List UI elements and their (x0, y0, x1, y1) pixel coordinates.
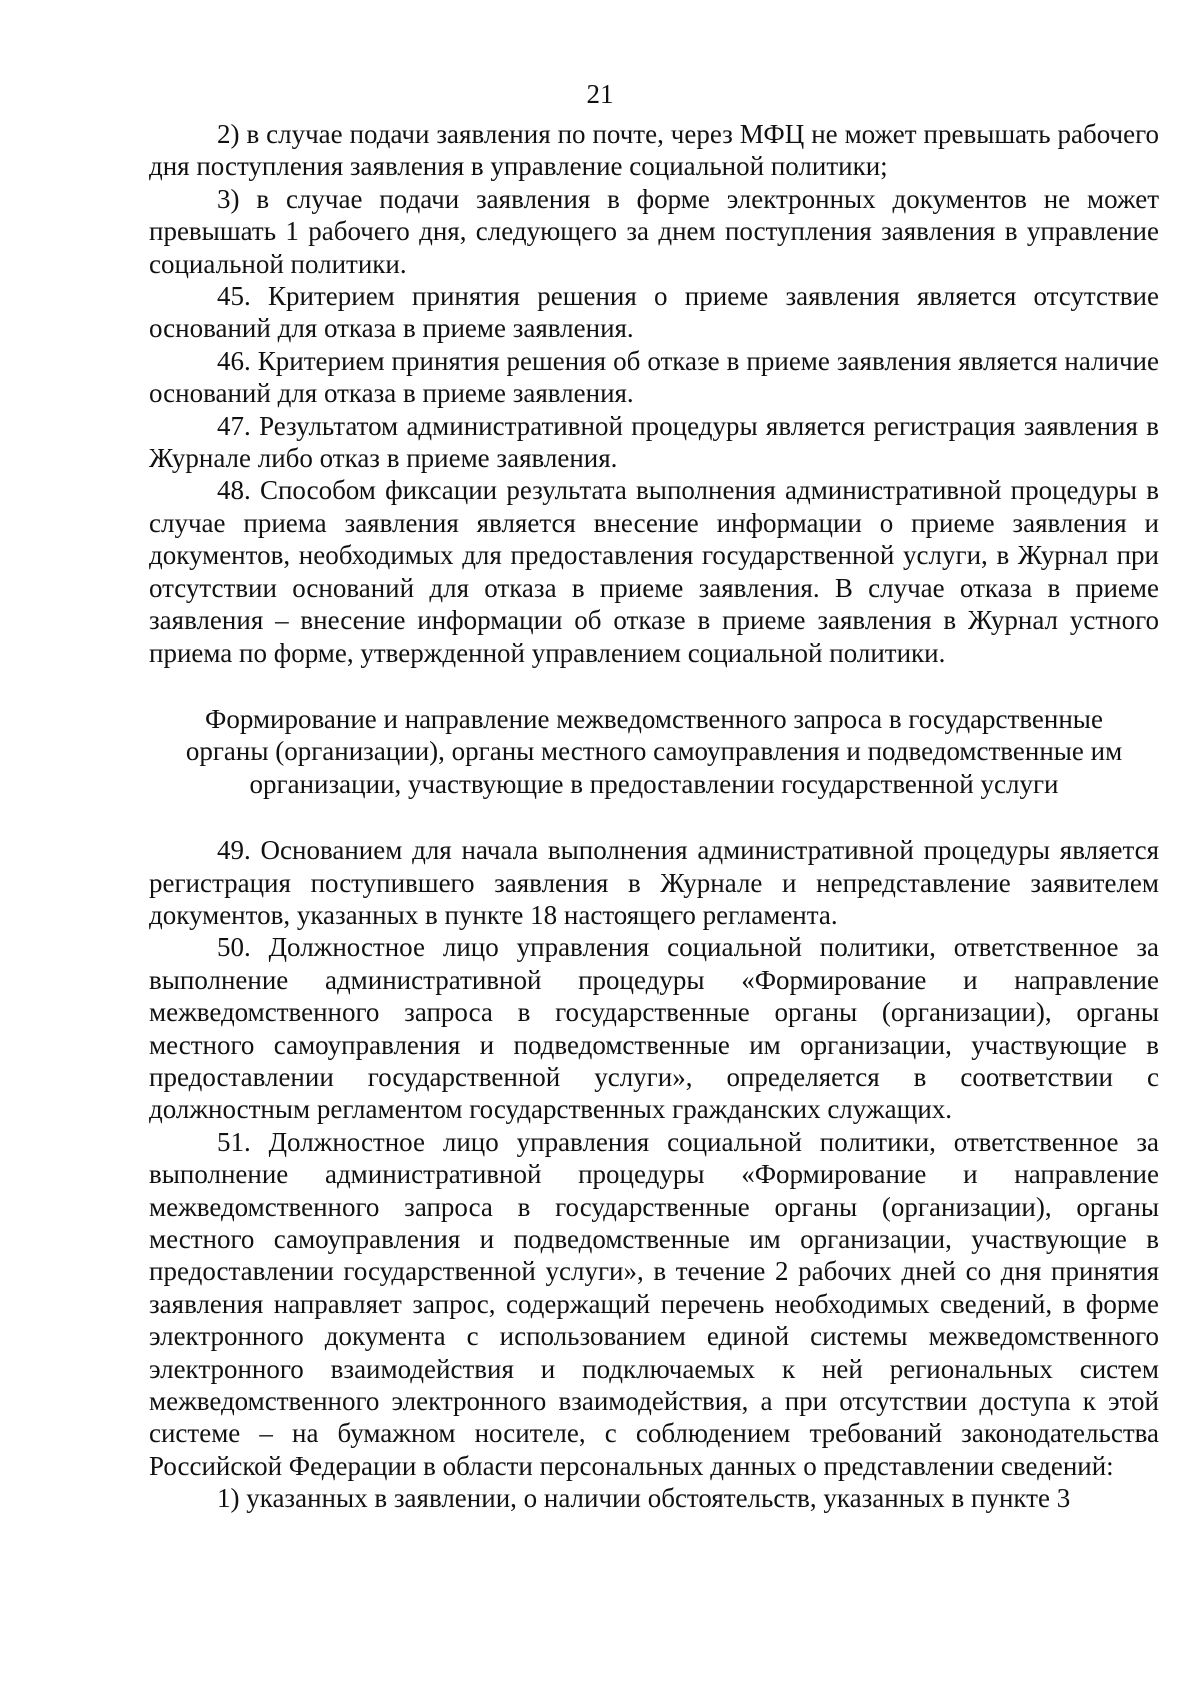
paragraph-item-3: 3) в случае подачи заявления в форме электронных документов не может превышать 1 рабочего дня, следующего за днем поступления заявления в управление социальной политики. (149, 183, 1159, 279)
paragraph-51: 51. Должностное лицо управления социальной политики, ответственное за выполнение административной процедуры «Формирование и направление межведомственного запроса в государственные органы (организации), органы местного самоуправления и подведомственные им организации, участвующие в предоставлении государственной услуги», в течение 2 рабочих дней со дня принятия заявления направляет запрос, содержащий перечень необходимых сведений, в форме электронного документа с использованием единой системы межведомственного электронного взаимодействия и подключаемых к ней региональных систем межведомственного электронного взаимодействия, а при отсутствии доступа к этой системе – на бумажном носителе, с соблюдением требований законодательства Российской Федерации в области персональных данных о представлении сведений: (149, 1126, 1159, 1481)
document-body (149, 118, 1159, 1515)
paragraph-47: 47. Результатом административной процедуры является регистрация заявления в Журнале либо отказ в приеме заявления. (149, 410, 1159, 474)
page-number: 21 (586, 79, 614, 109)
paragraph-50: 50. Должностное лицо управления социальной политики, ответственное за выполнение административной процедуры «Формирование и направление межведомственного запроса в государственные органы (организации), органы местного самоуправления и подведомственные им организации, участвующие в предоставлении государственной услуги», определяется в соответствии с должностным регламентом государственных гражданских служащих. (149, 932, 1159, 1125)
paragraph-51-item-1: 1) указанных в заявлении, о наличии обстоятельств, указанных в пункте 3 (217, 1483, 1071, 1514)
paragraph-48: 48. Способом фиксации результата выполнения административной процедуры в случае приема заявления является внесение информации о приеме заявления и документов, необходимых для предоставления государственной услуги, в Журнал при отсутствии оснований для отказа в приеме заявления. В случае отказа в приеме заявления – внесение информации об отказе в приеме заявления в Журнал устного приема по форме, утвержденной управлением социальной политики. (149, 475, 1159, 668)
paragraph-46: 46. Критерием принятия решения об отказе в приеме заявления является наличие оснований для отказа в приеме заявления. (149, 345, 1159, 409)
paragraph-49: 49. Основанием для начала выполнения административной процедуры является регистрация поступившего заявления в Журнале и непредставление заявителем документов, указанных в пункте 18 настоящего регламента. (149, 835, 1159, 930)
paragraph-45: 45. Критерием принятия решения о приеме заявления является отсутствие оснований для отказа в приеме заявления. (149, 281, 1159, 344)
section-heading: Формирование и направление межведомственного запроса в государственные органы (организации), органы местного самоуправления и подведомственные им организации, участвующие в предоставлении государственной услуги (185, 703, 1123, 799)
paragraph-item-2: 2) в случае подачи заявления по почте, через МФЦ не может превышать рабочего дня поступления заявления в управление социальной политики; (149, 119, 1159, 182)
